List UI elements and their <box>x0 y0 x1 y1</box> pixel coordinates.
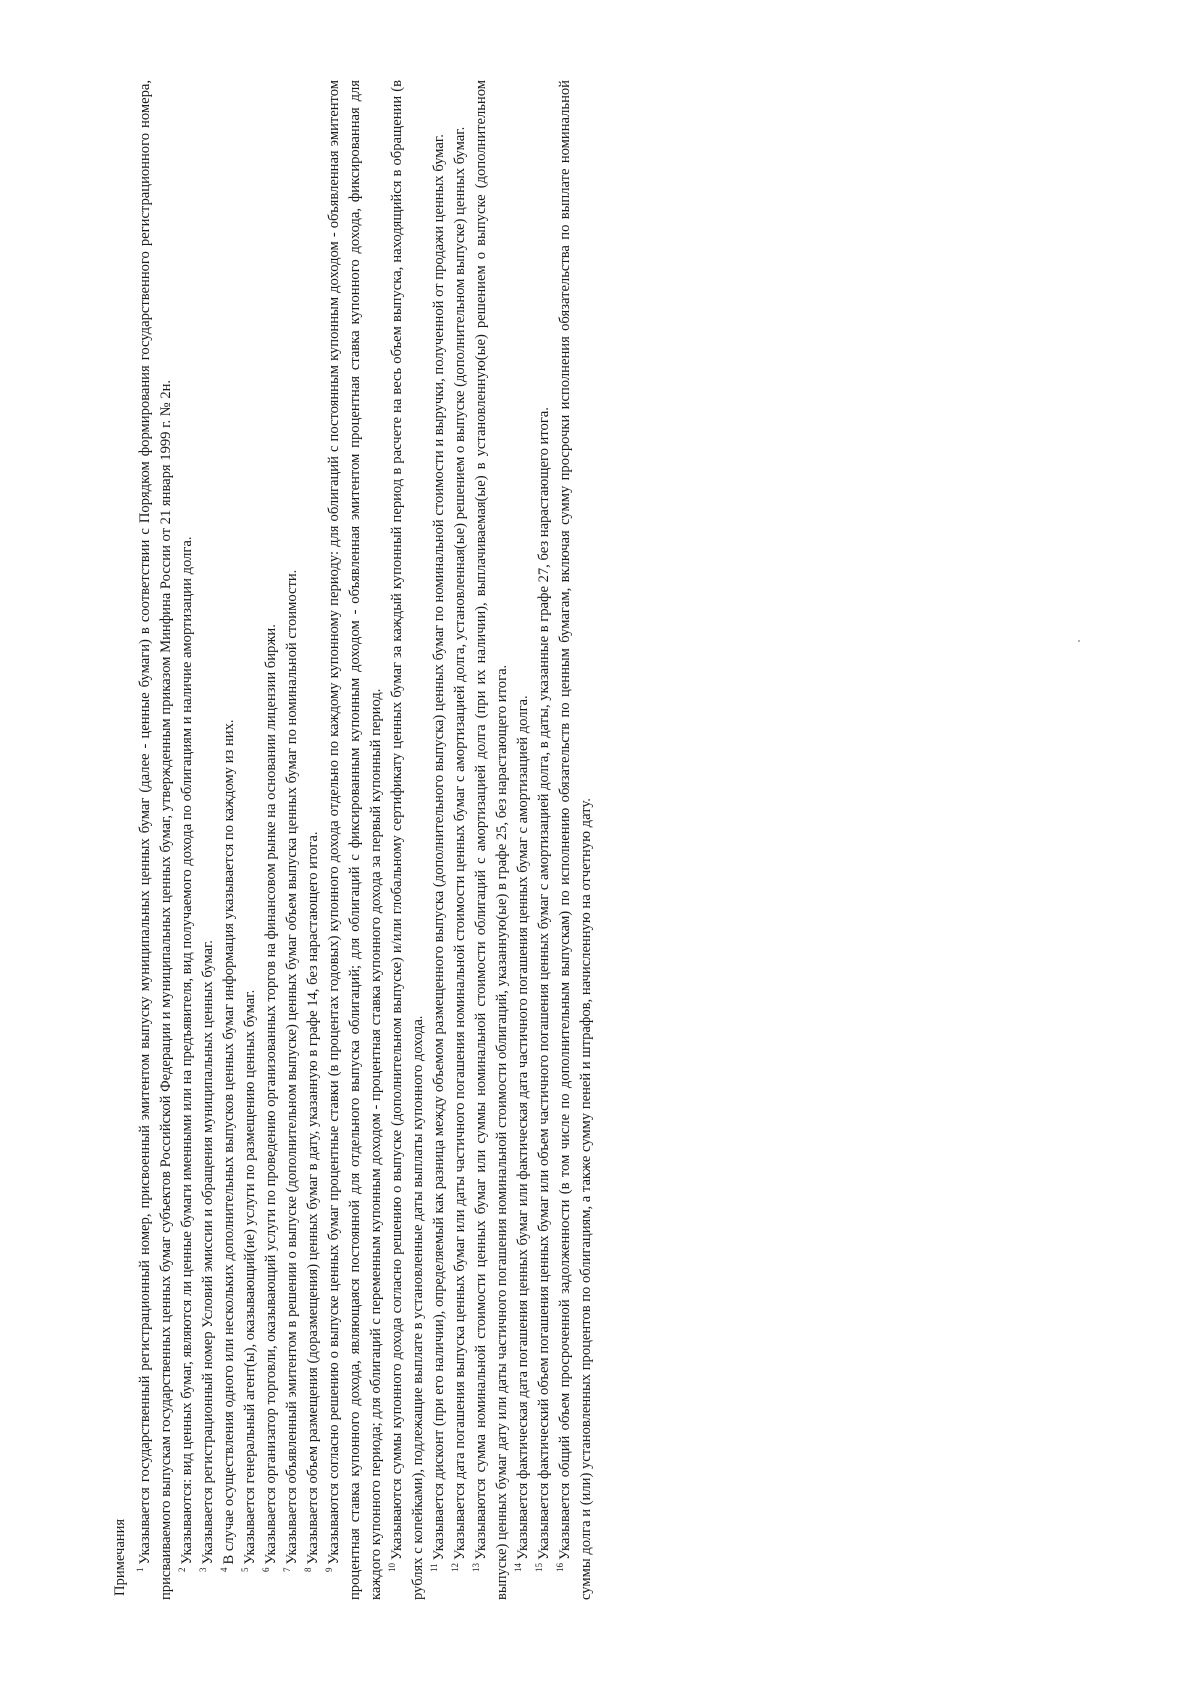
footnote-number: 12 <box>450 1563 461 1572</box>
footnote-number: 16 <box>555 1563 566 1572</box>
footnote-text: Указываются: вид ценных бумаг, являются ли ценные бумаги именными или на предъявителя, вид получаемого дохода по облигациям и наличие амортизации долга. <box>179 536 195 1565</box>
footnote-text: Указывается общий объем просроченной задолженности (в том числе по дополнительным выпускам) по исполнению обязательств по ценным бумагам, включая сумму просрочки исполнения обязательства по выплате номинальной суммы долга и (или) установленных процентов по облигациям, а также сумму пеней и штрафов, начисленную на отчетную дату. <box>557 80 594 1600</box>
footnote-10 <box>387 80 429 1600</box>
footnote-number: 3 <box>198 1567 209 1572</box>
footnote-number: 1 <box>135 1567 146 1572</box>
footnote-number: 15 <box>534 1563 545 1572</box>
footnote-text: Указывается государственный регистрационный номер, присвоенный эмитентом выпуску муниципальных ценных бумаг (далее - ценные бумаги) в соответствии с Порядком формирования государственного регистрационного номера, присваиваемого выпускам государственных ценных бумаг субъектов Российской Федерации и муниципальных ценных бумаг, утвержденным приказом Минфина России от 21 января 1999 г. № 2н. <box>137 80 174 1600</box>
footnote-text: В случае осуществления одного или нескольких дополнительных выпусков ценных бумаг информация указывается по каждому из них. <box>221 719 237 1565</box>
footnote-3 <box>198 80 219 1600</box>
footnote-text: Указывается дисконт (при его наличии), определяемый как разница между объемом размещенного выпуска (дополнительного выпуска) ценных бумаг по номинальной стоимости и выручки, полученной от продажи ценных бумаг. <box>431 134 447 1561</box>
footnote-5 <box>240 80 261 1600</box>
footnote-number: 9 <box>324 1567 335 1572</box>
footnote-number: 14 <box>513 1563 524 1572</box>
footnote-number: 6 <box>261 1567 272 1572</box>
footnote-15 <box>534 80 555 1600</box>
footnote-text: Указывается фактический объем погашения ценных бумаг или объем частичного погашения ценных бумаг с амортизацией долга, в даты, указанные в графе 27, без нарастающего итога. <box>536 407 552 1560</box>
notes-heading: Примечания <box>112 1518 128 1596</box>
footnote-text: Указываются сумма номинальной стоимости ценных бумаг или суммы номинальной стоимости облигаций с амортизацией долга (при их наличии), выплачиваемая(ые) в установленную(ые) решением о выпуске (дополнительном выпуске) ценных бумаг дату или даты частичного погашения номинальной стоимости облигаций, указанную(ые) в графе 25, без нарастающего итога. <box>473 80 510 1600</box>
rotated-page-content <box>96 80 856 1600</box>
footnote-number: 8 <box>303 1567 314 1572</box>
footnote-number: 5 <box>240 1567 251 1572</box>
footnote-text: Указывается фактическая дата погашения ценных бумаг или фактическая дата частичного погашения ценных бумаг с амортизацией долга. <box>515 695 531 1560</box>
footnote-number: 11 <box>429 1563 440 1572</box>
footnote-4 <box>219 80 240 1600</box>
footnote-14 <box>513 80 534 1600</box>
footnote-text: Указывается генеральный агент(ы), оказывающий(ие) услуги по размещению ценных бумаг. <box>242 989 258 1565</box>
footnote-number: 2 <box>177 1567 188 1572</box>
footnote-13 <box>471 80 513 1600</box>
footnote-6 <box>261 80 282 1600</box>
footnote-7 <box>282 80 303 1600</box>
footnote-number: 13 <box>471 1563 482 1572</box>
footnote-1 <box>135 80 177 1600</box>
footnote-text: Указывается объем размещения (доразмещения) ценных бумаг в дату, указанную в графе 14, без нарастающего итога. <box>305 831 321 1565</box>
footnote-11 <box>429 80 450 1600</box>
footnote-number: 10 <box>387 1563 398 1572</box>
footnote-number: 4 <box>219 1567 230 1572</box>
footnote-number: 7 <box>282 1567 293 1572</box>
footnote-text: Указывается объявленный эмитентом в решении о выпуске (дополнительном выпуске) ценных бумаг объем выпуска ценных бумаг по номинальной стоимости. <box>284 569 300 1565</box>
footnote-text: Указывается дата погашения выпуска ценных бумаг или даты частичного погашения номинальной стоимости ценных бумаг с амортизацией долга, установленная(ые) решением о выпуске (дополнительном выпуске) ценных бумаг. <box>452 126 468 1560</box>
footnote-12 <box>450 80 471 1600</box>
footnote-text: Указываются согласно решению о выпуске ценных бумаг процентные ставки (в процентах годовых) купонного дохода отдельно по каждому купонному периоду: для облигаций с постоянным купонным доходом - объявленная эмитентом процентная ставка купонного дохода, являющаяся постоянной для отдельного выпуска облигаций; для облигаций с фиксированным купонным доходом - объявленная эмитентом процентная ставка купонного дохода, фиксированная для каждого купонного периода; для облигаций с переменным купонным доходом - процентная ставка купонного дохода за первый купонный период. <box>326 80 384 1600</box>
footnote-8 <box>303 80 324 1600</box>
footnote-list <box>135 80 597 1600</box>
footnote-text: Указываются суммы купонного дохода согласно решению о выпуске (дополнительном выпуске) и/или глобальному сертификату ценных бумаг за каждый купонный период в расчете на весь объем выпуска, находящийся в обращении (в рублях с копейками), подлежащие выплате в установленные даты выплаты купонного дохода. <box>389 80 426 1600</box>
footnote-16 <box>555 80 597 1600</box>
footnote-2 <box>177 80 198 1600</box>
footnote-text: Указывается организатор торговли, оказывающий услуги по проведению организованных торгов на финансовом рынке на основании лицензии биржи. <box>263 624 279 1565</box>
footnote-9 <box>324 80 387 1600</box>
scan-speck <box>1078 640 1080 642</box>
footnote-text: Указывается регистрационный номер Условий эмиссии и обращения муниципальных ценных бумаг. <box>200 940 216 1565</box>
